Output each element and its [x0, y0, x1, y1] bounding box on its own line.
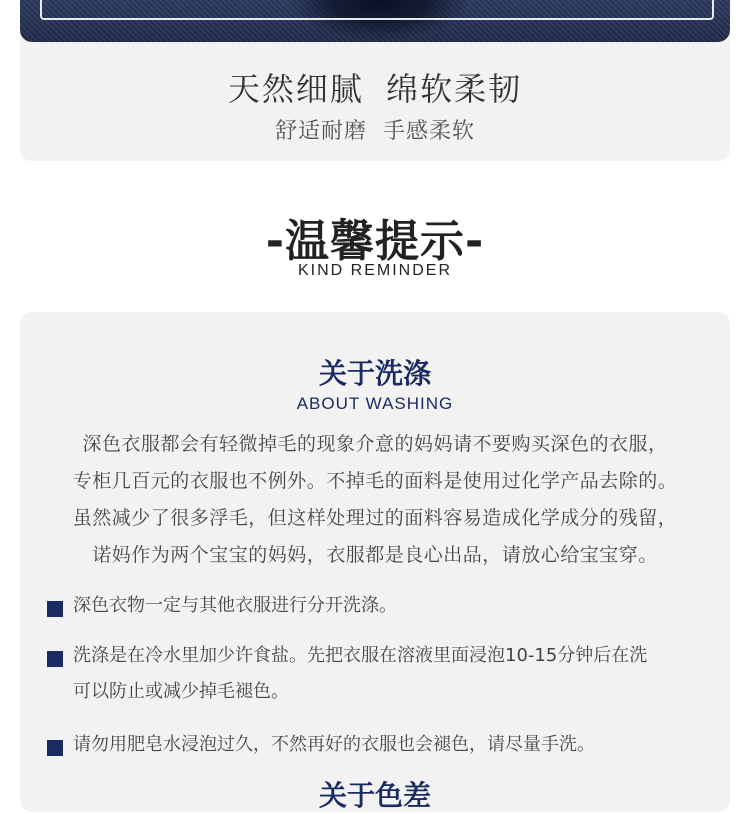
washing-section-subtitle: ABOUT WASHING — [296, 394, 454, 413]
bullet-text: 深色衣物一定与其他衣服进行分开洗涤。 — [73, 595, 397, 616]
fabric-feature-subtitle: 舒适耐磨 手感柔软 — [275, 119, 475, 144]
fabric-frame-border — [40, 0, 714, 20]
paragraph-line: 虽然减少了很多浮毛，但这样处理过的面料容易造成化学成分的残留， — [72, 507, 678, 529]
kind-reminder-heading: -温馨提示- — [265, 216, 485, 267]
paragraph-line: 专柜几百元的衣服也不例外。不掉毛的面料是使用过化学产品去除的。 — [72, 470, 678, 492]
paragraph-line: 诺妈作为两个宝宝的妈妈，衣服都是良心出品，请放心给宝宝穿。 — [92, 544, 658, 566]
kind-reminder-subheading: KIND REMINDER — [297, 262, 452, 279]
washing-paragraph — [20, 426, 730, 574]
washing-section-title: 关于洗涤 — [318, 357, 431, 390]
reminder-content-card — [20, 312, 730, 812]
bullet-text: 请勿用肥皂水浸泡过久，不然再好的衣服也会褪色，请尽量手洗。 — [73, 734, 595, 755]
paragraph-line: 深色衣服都会有轻微掉毛的现象介意的妈妈请不要购买深色的衣服， — [82, 433, 668, 455]
square-bullet-icon — [47, 740, 63, 756]
fabric-feature-card — [20, 0, 730, 161]
square-bullet-icon — [47, 651, 63, 667]
square-bullet-icon — [47, 601, 63, 617]
bullet-text-line: 洗涤是在冷水里加少许食盐。先把衣服在溶液里面浸泡10-15分钟后在洗 — [73, 645, 648, 666]
fabric-feature-title: 天然细腻 绵软柔韧 — [227, 70, 523, 108]
bullet-text-line: 可以防止或减少掉毛褪色。 — [73, 681, 289, 702]
bullet-text — [73, 638, 713, 710]
color-difference-section-title: 关于色差 — [318, 779, 431, 812]
fabric-texture-image — [20, 0, 730, 42]
